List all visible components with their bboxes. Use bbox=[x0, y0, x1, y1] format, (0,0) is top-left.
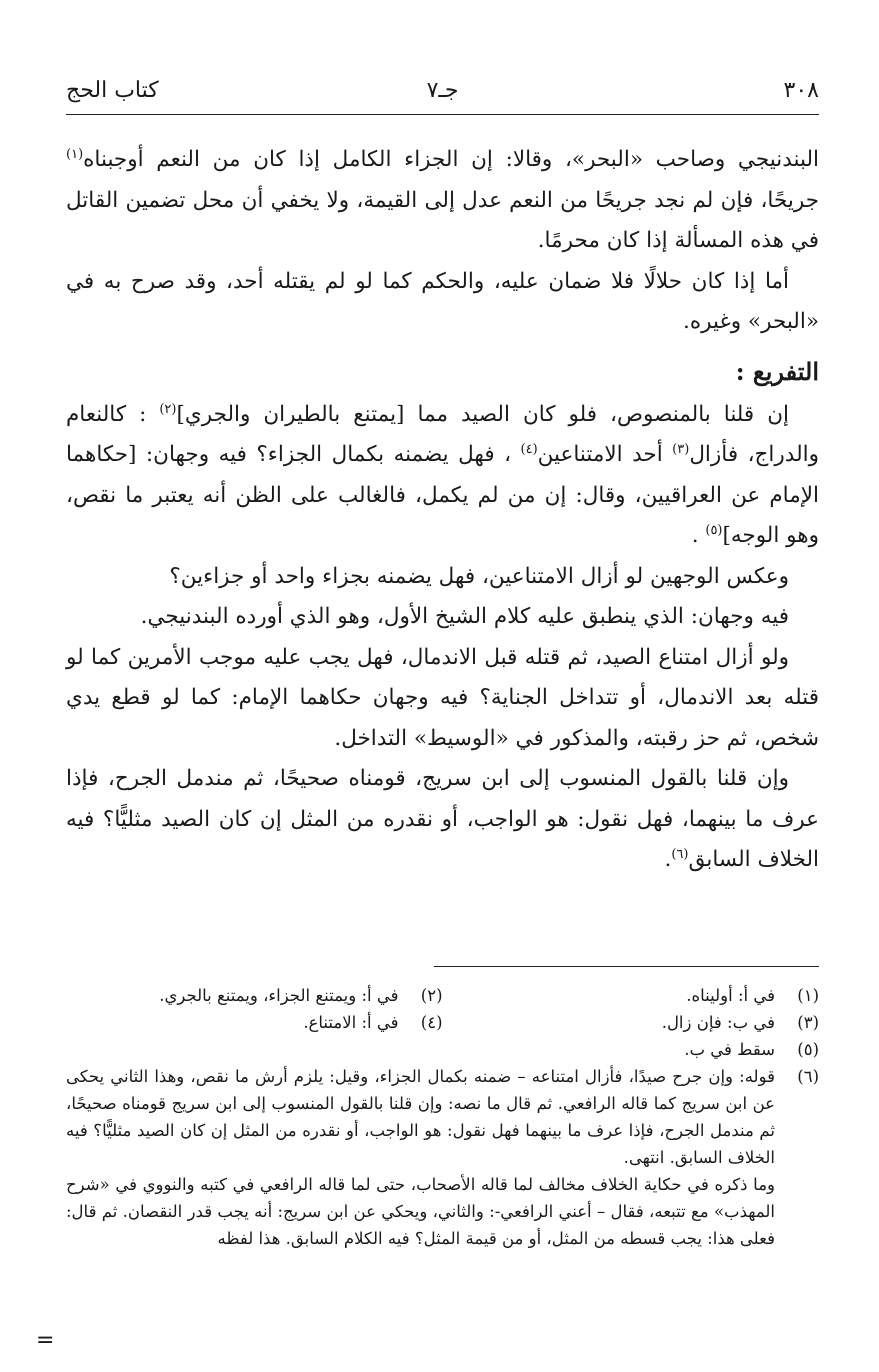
footnote-6: (٦) قوله: وإن جرح صيدًا، فأزال امتناعه – ضمنه بكمال الجزاء، وقيل: يلزم أرش ما نقص، وهذا الثاني يحكى عن ابن سريج كما قاله الرافعي. ثم قال ما نصه: وإن قلنا بالقول المنسوب إلى ابن سريج قومناه صحيحًا، ثم مندمل الجرح، فإذا عرف ما بينهما فهل نقول: هو الواجب، أو نقدره من المثل إن كان الصيد مثليًّا؟ فيه الخلاف السابق. انتهى. وما ذكره في حكاية الخلاف مخالف لما قاله الأصحاب، حتى لما قاله الرافعي في كتبه والنووي في «شرح المهذب» مع تتبعه، فقال – أعني الرافعي-: والثاني، ويحكي عن ابن سريج: أنه يجب قدر النقصان. ثم قال: فعلى هذا: يجب قسطه من المثل، أو من قيمة المثل؟ فيه الكلام السابق. هذا لفظه bbox=[66, 1063, 819, 1252]
paragraph-6: ولو أزال امتناع الصيد، ثم قتله قبل الاندمال، فهل يجب عليه موجب الأمرين كما لو قتله بعد الاندمال، أو تتداخل الجناية؟ فيه وجهان حكاهما الإمام: كما لو قطع يدي شخص، ثم حز رقبته، والمذكور في «الوسيط» التداخل. bbox=[66, 644, 819, 751]
margin-mark: = bbox=[36, 1328, 55, 1353]
footnote-3: (٣) في ب: فإن زال. bbox=[661, 1013, 819, 1032]
main-text bbox=[66, 140, 819, 881]
paragraph-2: أما إذا كان حلالًا فلا ضمان عليه، والحكم كما لو لم يقتله أحد، وقد صرح به في «البحر» وغيره. bbox=[66, 268, 819, 334]
footnote-2: (٢) في أ: ويمتنع الجزاء، ويمتنع بالجري. bbox=[159, 986, 443, 1005]
section-heading: التفريع : bbox=[735, 356, 819, 386]
footnote-ref: (٢) bbox=[159, 401, 177, 417]
footnote-4: (٤) في أ: الامتناع. bbox=[303, 1013, 443, 1032]
footnote-6-para-2: وما ذكره في حكاية الخلاف مخالف لما قاله الأصحاب، حتى لما قاله الرافعي في كتبه والنووي في «شرح المهذب» مع تتبعه، فقال – أعني الرافعي-: والثاني، ويحكي عن ابن سريج: أنه يجب قدر النقصان. ثم قال: فعلى هذا: يجب قسطه من المثل، أو من قيمة المثل؟ فيه الكلام السابق. هذا لفظه bbox=[66, 1175, 775, 1248]
page-number: ٣٠٨ bbox=[783, 78, 819, 103]
volume-label: جـ٧ bbox=[426, 78, 459, 103]
paragraph-1: البندنيجي وصاحب «البحر»، وقالا: إن الجزاء الكامل إذا كان من النعم أوجبناه$^{(١)}$ جريحًا، فإن لم نجد جريحًا من النعم عدل إلى القيمة، ولا يخفي أن محل تضمين القاتل في هذه المسألة إذا كان محرمًا. bbox=[66, 146, 819, 253]
footnote-ref: (٣) bbox=[672, 441, 690, 457]
footnote-5: (٥) سقط في ب. bbox=[684, 1040, 819, 1059]
footnote-row bbox=[66, 1009, 819, 1036]
footnote-row bbox=[66, 982, 819, 1009]
header-rule bbox=[66, 114, 819, 115]
footnotes bbox=[66, 982, 819, 1252]
footnote-row bbox=[66, 1036, 819, 1063]
book-page bbox=[66, 0, 819, 1372]
paragraph-4: وعكس الوجهين لو أزال الامتناعين، فهل يضمنه بجزاء واحد أو جزاءين؟ bbox=[169, 563, 789, 589]
paragraph-3: إن قلنا بالمنصوص، فلو كان الصيد مما [يمتنع بالطيران والجري]$^{(٢)}$ : كالنعام والدراج، فأزال$^{(٣)}$ أحد الامتناعين$^{(٤)}$ ، فهل يضمنه بكمال الجزاء؟ فيه وجهان: [حكاهما الإمام عن العراقيين، وقال: إن من لم يكمل، فالغالب على الظن أنه يعتبر ما نقص، وهو الوجه]$^{(٥)}$ . bbox=[66, 401, 819, 548]
running-header bbox=[66, 78, 819, 112]
book-title: كتاب الحج bbox=[66, 78, 159, 103]
footnote-6-para-1: قوله: وإن جرح صيدًا، فأزال امتناعه – ضمنه بكمال الجزاء، وقيل: يلزم أرش ما نقص، وهذا الثاني يحكى عن ابن سريج كما قاله الرافعي. ثم قال ما نصه: وإن قلنا بالقول المنسوب إلى ابن سريج قومناه صحيحًا، ثم مندمل الجرح، فإذا عرف ما بينهما فهل نقول: هو الواجب، أو نقدره من المثل إن كان الصيد مثليًّا؟ فيه الخلاف السابق. انتهى. bbox=[66, 1067, 775, 1167]
footnote-ref: (٤) bbox=[520, 441, 538, 457]
footnote-ref: (٥) bbox=[705, 522, 723, 538]
footnote-ref: (٦) bbox=[671, 846, 689, 862]
footnote-1: (١) في أ: أوليناه. bbox=[686, 986, 819, 1005]
footnote-rule bbox=[434, 966, 819, 967]
paragraph-5: فيه وجهان: الذي ينطبق عليه كلام الشيخ الأول، وهو الذي أورده البندنيجي. bbox=[140, 604, 789, 629]
paragraph-7: وإن قلنا بالقول المنسوب إلى ابن سريج، قومناه صحيحًا، ثم مندمل الجرح، فإذا عرف ما بينهما، فهل نقول: هو الواجب، أو نقدره من المثل إن كان الصيد مثليًّا؟ فيه الخلاف السابق$^{(٦)}$. bbox=[66, 766, 819, 872]
footnote-ref: (١) bbox=[66, 146, 84, 162]
